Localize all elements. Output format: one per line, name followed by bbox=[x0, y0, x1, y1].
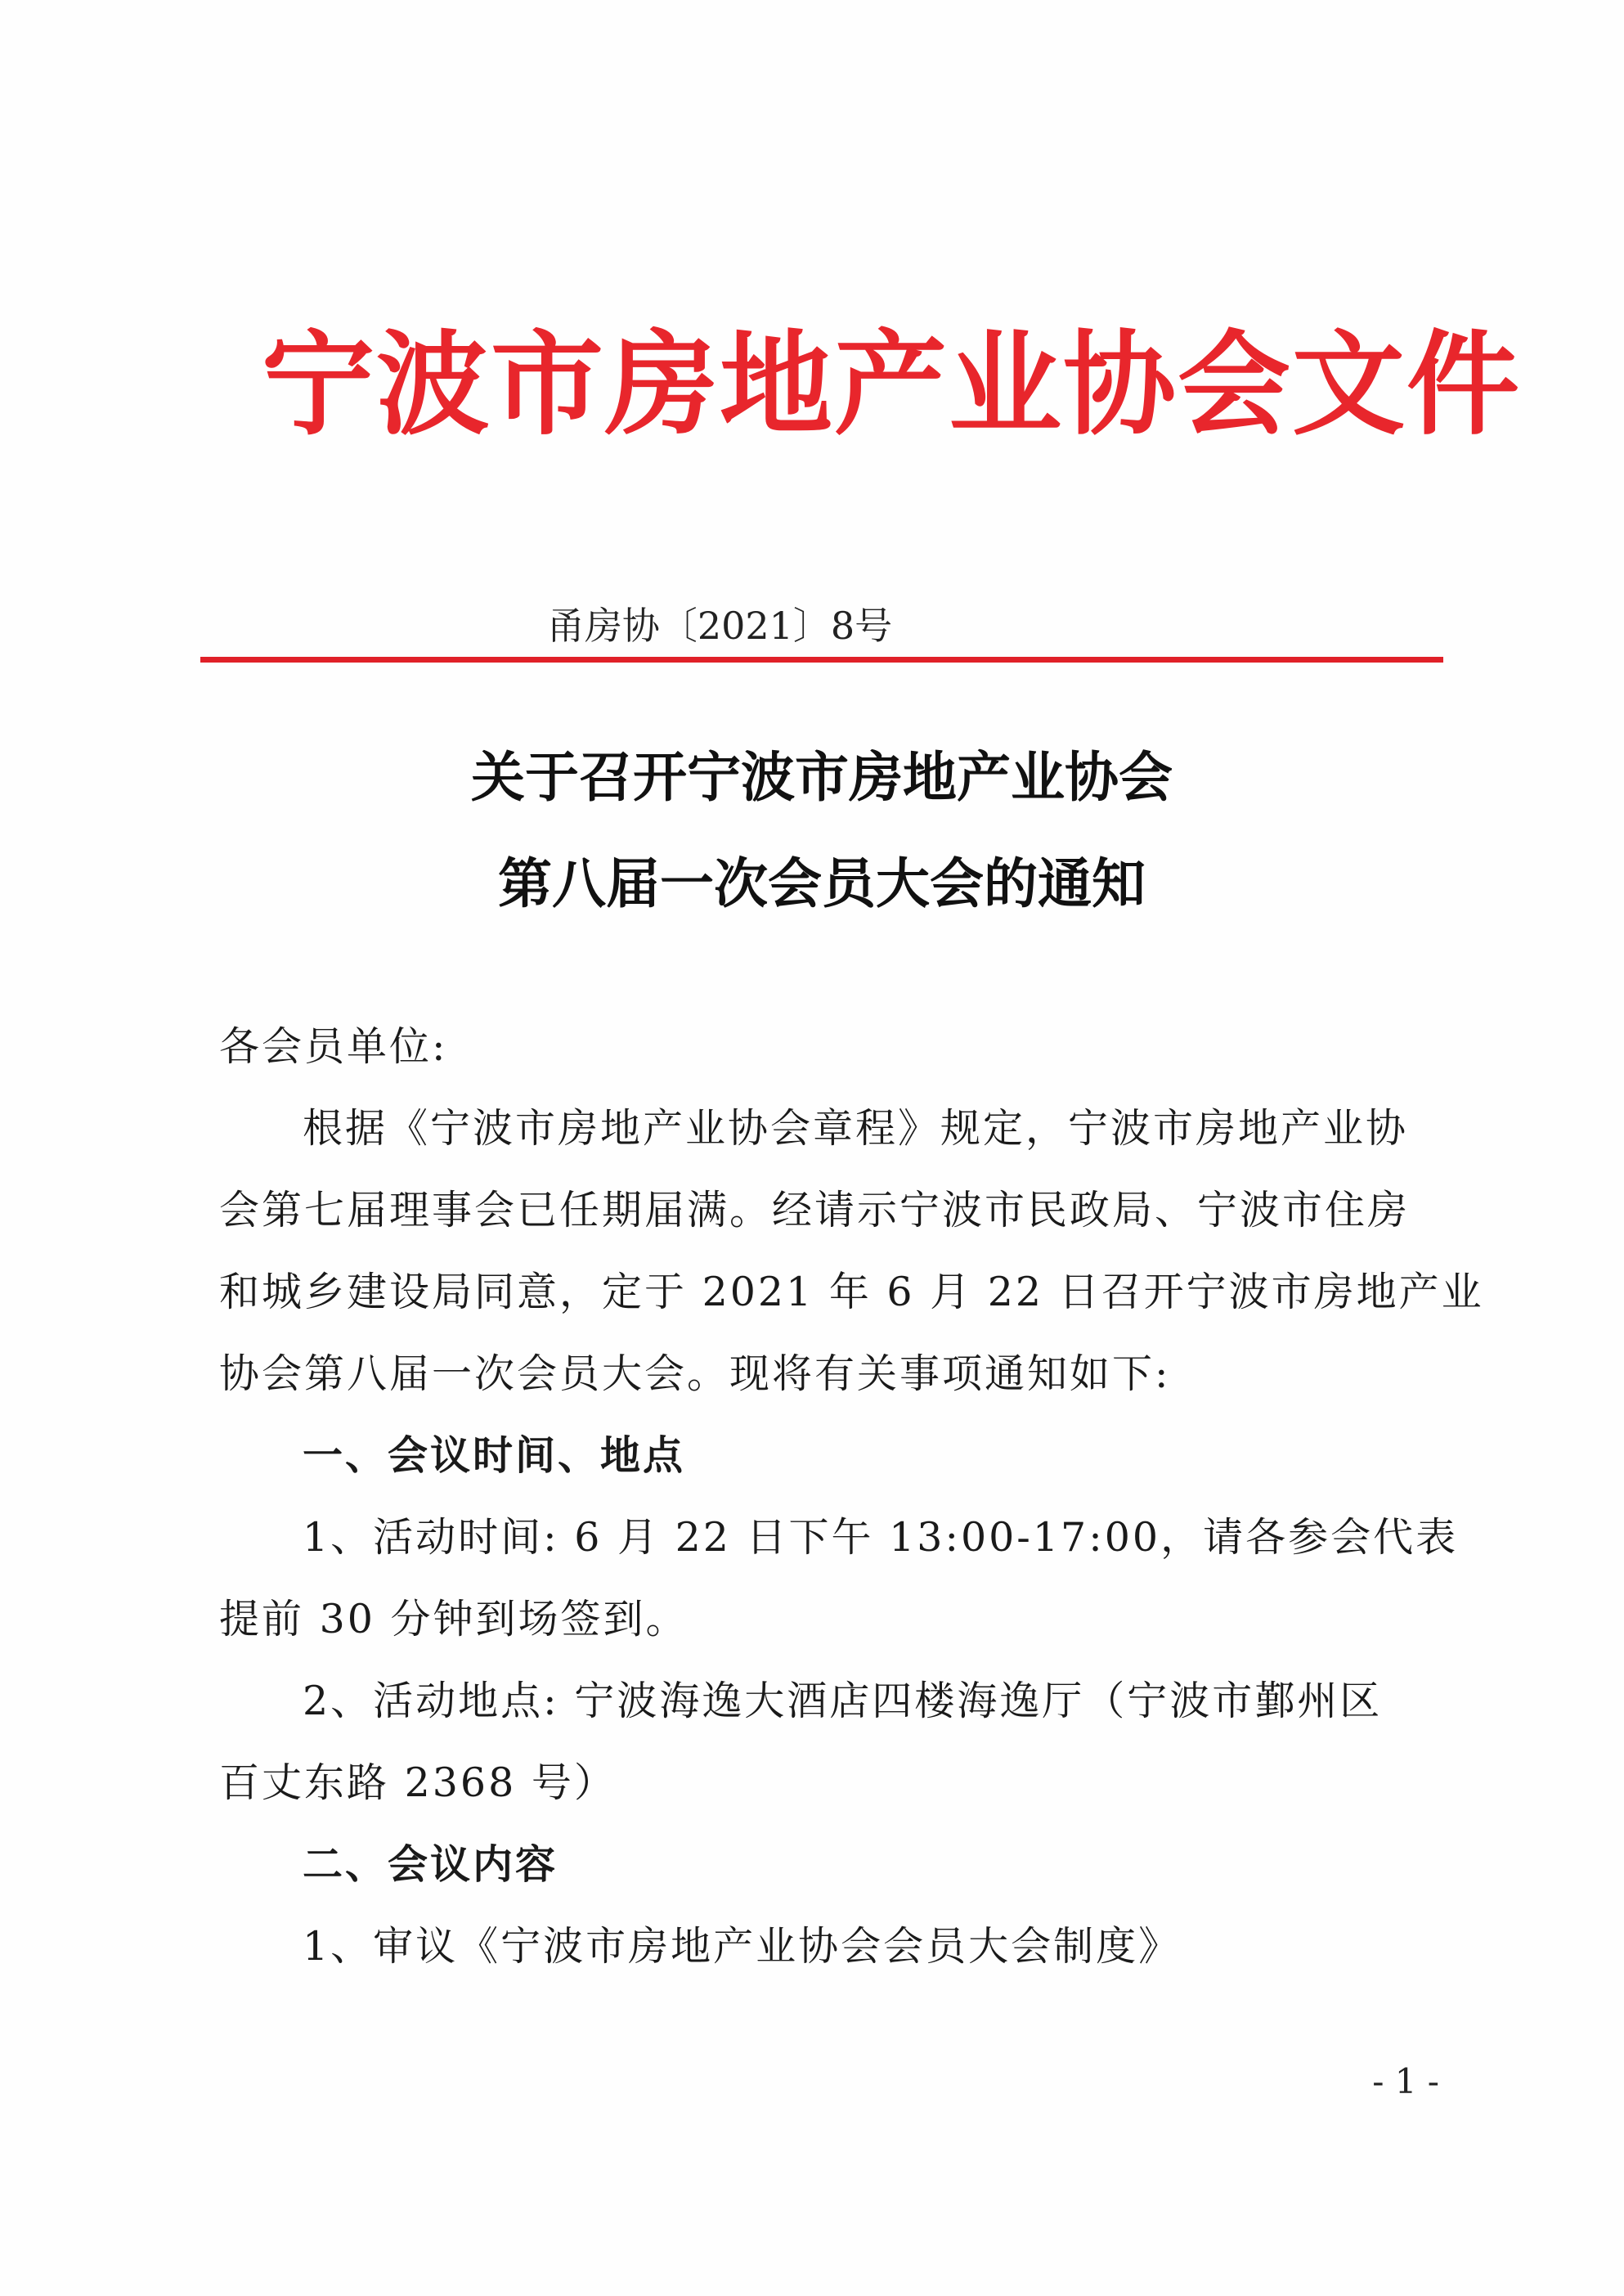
paragraph-1-line-2: 会第七届理事会已任期届满。经请示宁波市民政局、宁波市住房 bbox=[219, 1187, 1411, 1233]
item-2-1: 1、审议《宁波市房地产业协会会员大会制度》 bbox=[303, 1923, 1182, 1970]
paragraph-1-line-1: 根据《宁波市房地产业协会章程》规定，宁波市房地产业协 bbox=[303, 1105, 1409, 1152]
org-document-header: 宁波市房地产业协会文件 bbox=[262, 317, 1522, 451]
notice-title-line-2: 第八届一次会员大会的通知 bbox=[498, 851, 1146, 915]
item-1-2-line-2: 百丈东路 2368 号） bbox=[219, 1759, 617, 1806]
paragraph-1-line-4: 协会第八届一次会员大会。现将有关事项通知如下: bbox=[219, 1350, 1171, 1397]
item-1-2-line-1: 2、活动地点: 宁波海逸大酒店四楼海逸厅（宁波市鄞州区 bbox=[303, 1678, 1383, 1724]
section-2-heading: 二、会议内容 bbox=[303, 1841, 559, 1888]
section-1-heading: 一、会议时间、地点 bbox=[303, 1432, 686, 1479]
paragraph-1-line-3: 和城乡建设局同意，定于 2021 年 6 月 22 日召开宁波市房地产业 bbox=[219, 1269, 1484, 1315]
notice-title-line-1: 关于召开宁波市房地产业协会 bbox=[471, 745, 1173, 809]
page-number: - 1 - bbox=[1372, 2061, 1439, 2101]
item-1-1-line-1: 1、活动时间: 6 月 22 日下午 13:00-17:00，请各参会代表 bbox=[303, 1514, 1459, 1561]
document-number: 甬房协〔2021〕8号 bbox=[546, 604, 893, 648]
salutation: 各会员单位: bbox=[219, 1023, 448, 1070]
red-divider-rule bbox=[200, 657, 1443, 663]
item-1-1-line-2: 提前 30 分钟到场签到。 bbox=[219, 1596, 689, 1642]
